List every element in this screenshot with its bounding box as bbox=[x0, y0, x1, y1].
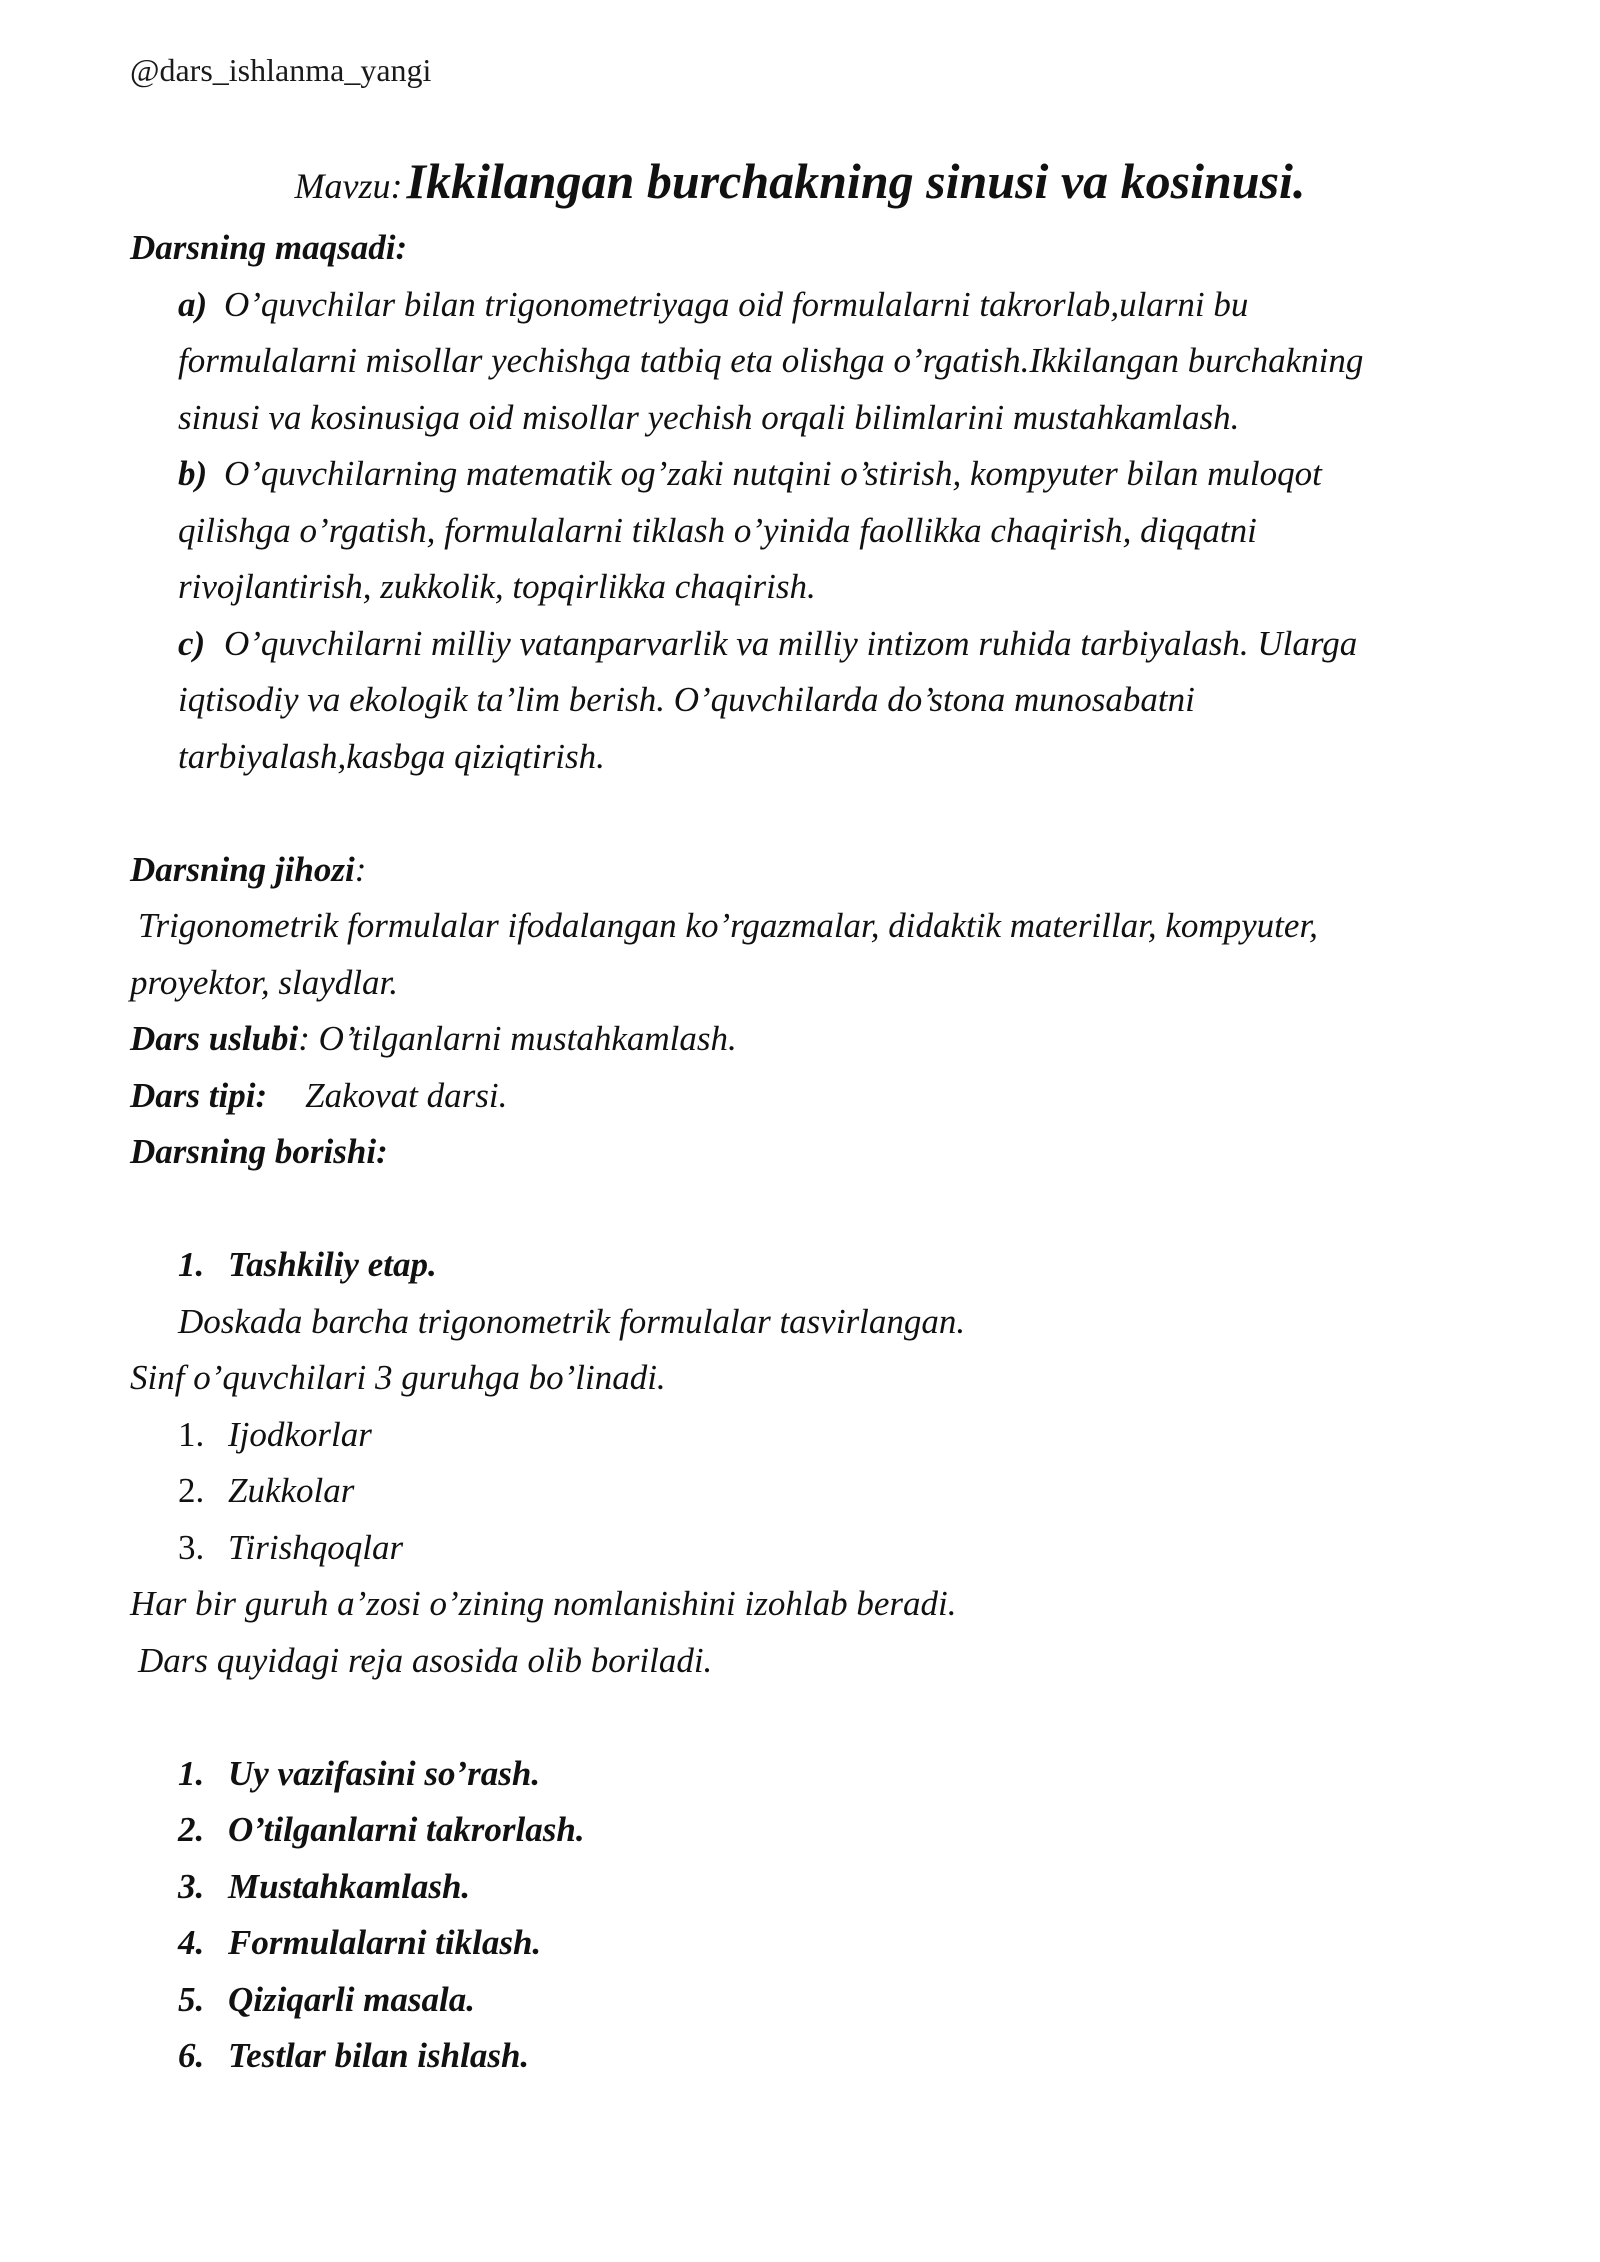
maqsad-item-c bbox=[130, 616, 1490, 786]
body-line: Dars quyidagi reja asosida olib boriladi. bbox=[138, 1640, 713, 1680]
maqsad-item-b bbox=[130, 446, 1490, 616]
item-line: qilishga o’rgatish, formulalarni tiklash o’yinida faollikka chaqirish, diqqatni bbox=[178, 510, 1257, 550]
title-text: Ikkilangan burchakning sinusi va kosinusi. bbox=[406, 153, 1306, 209]
list-item: 2. O’tilganlarni takrorlash. bbox=[178, 1810, 585, 1849]
body-line: Doskada barcha trigonometrik formulalar tasvirlangan. bbox=[178, 1301, 966, 1341]
list-item: 2. Zukkolar bbox=[178, 1471, 355, 1510]
uslub-label: Dars uslubi bbox=[130, 1019, 299, 1058]
list-item: 5. Qiziqarli masala. bbox=[178, 1979, 475, 2019]
item-line: rivojlantirish, zukkolik, topqirlikka chaqirish. bbox=[178, 567, 816, 606]
page-title bbox=[0, 152, 1600, 210]
uslub-value: : O’tilganlarni mustahkamlash. bbox=[298, 1019, 737, 1058]
list-item: 6. Testlar bilan ishlash. bbox=[178, 2036, 530, 2075]
body-line: Har bir guruh a’zosi o’zining nomlanishini izohlab beradi. bbox=[130, 1584, 957, 1623]
document-body bbox=[130, 220, 1490, 2085]
item-line: formulalarni misollar yechishga tatbiq eta olishga o’rgatish.Ikkilangan burchakning bbox=[178, 341, 1364, 380]
item-line: tarbiyalash,kasbga qiziqtirish. bbox=[178, 736, 605, 776]
channel-handle: @dars_ishlanma_yangi bbox=[130, 52, 432, 88]
item-marker: c) bbox=[178, 623, 206, 663]
groups-list bbox=[130, 1407, 1490, 1577]
list-item: 1. Uy vazifasini so’rash. bbox=[178, 1753, 541, 1793]
item-marker: a) bbox=[178, 284, 208, 324]
body-line: Sinf o’quvchilari 3 guruhga bo’linadi. bbox=[130, 1358, 666, 1397]
tip-label: Dars tipi: bbox=[130, 1075, 268, 1115]
title-label: Mavzu: bbox=[294, 166, 403, 206]
item-line: O’quvchilarni milliy vatanparvarlik va milliy intizom ruhida tarbiyalash. Ularga bbox=[224, 623, 1358, 663]
list-item: 3. Tirishqoqlar bbox=[178, 1527, 404, 1567]
item-line: O’quvchilar bilan trigonometriyaga oid formulalarni takrorlab,ularni bu bbox=[224, 284, 1249, 324]
maqsad-item-a bbox=[130, 277, 1490, 447]
jihoz-line: Trigonometrik formulalar ifodalangan ko’rgazmalar, didaktik materillar, kompyuter, bbox=[138, 906, 1318, 945]
etap-heading: 1. Tashkiliy etap. bbox=[178, 1245, 437, 1284]
tip-row bbox=[130, 1068, 1490, 1125]
jihoz-heading: Darsning jihozi: bbox=[130, 849, 367, 889]
uslub-row bbox=[130, 1011, 1490, 1068]
list-item: 3. Mustahkamlash. bbox=[178, 1866, 471, 1906]
maqsad-heading: Darsning maqsadi: bbox=[130, 228, 408, 267]
borishi-heading: Darsning borishi: bbox=[130, 1132, 388, 1171]
item-line: O’quvchilarning matematik og’zaki nutqini o’stirish, kompyuter bilan muloqot bbox=[224, 454, 1322, 493]
list-item: 4. Formulalarni tiklash. bbox=[178, 1923, 542, 1962]
plan-list bbox=[130, 1746, 1490, 2085]
item-marker: b) bbox=[178, 454, 208, 493]
list-item: 1. Ijodkorlar bbox=[178, 1414, 372, 1454]
item-line: iqtisodiy va ekologik ta’lim berish. O’quvchilarda do’stona munosabatni bbox=[178, 680, 1195, 719]
jihoz-line: proyektor, slaydlar. bbox=[130, 962, 398, 1002]
tip-value: Zakovat darsi. bbox=[305, 1075, 508, 1115]
item-line: sinusi va kosinusiga oid misollar yechish orqali bilimlarini mustahkamlash. bbox=[178, 397, 1240, 437]
